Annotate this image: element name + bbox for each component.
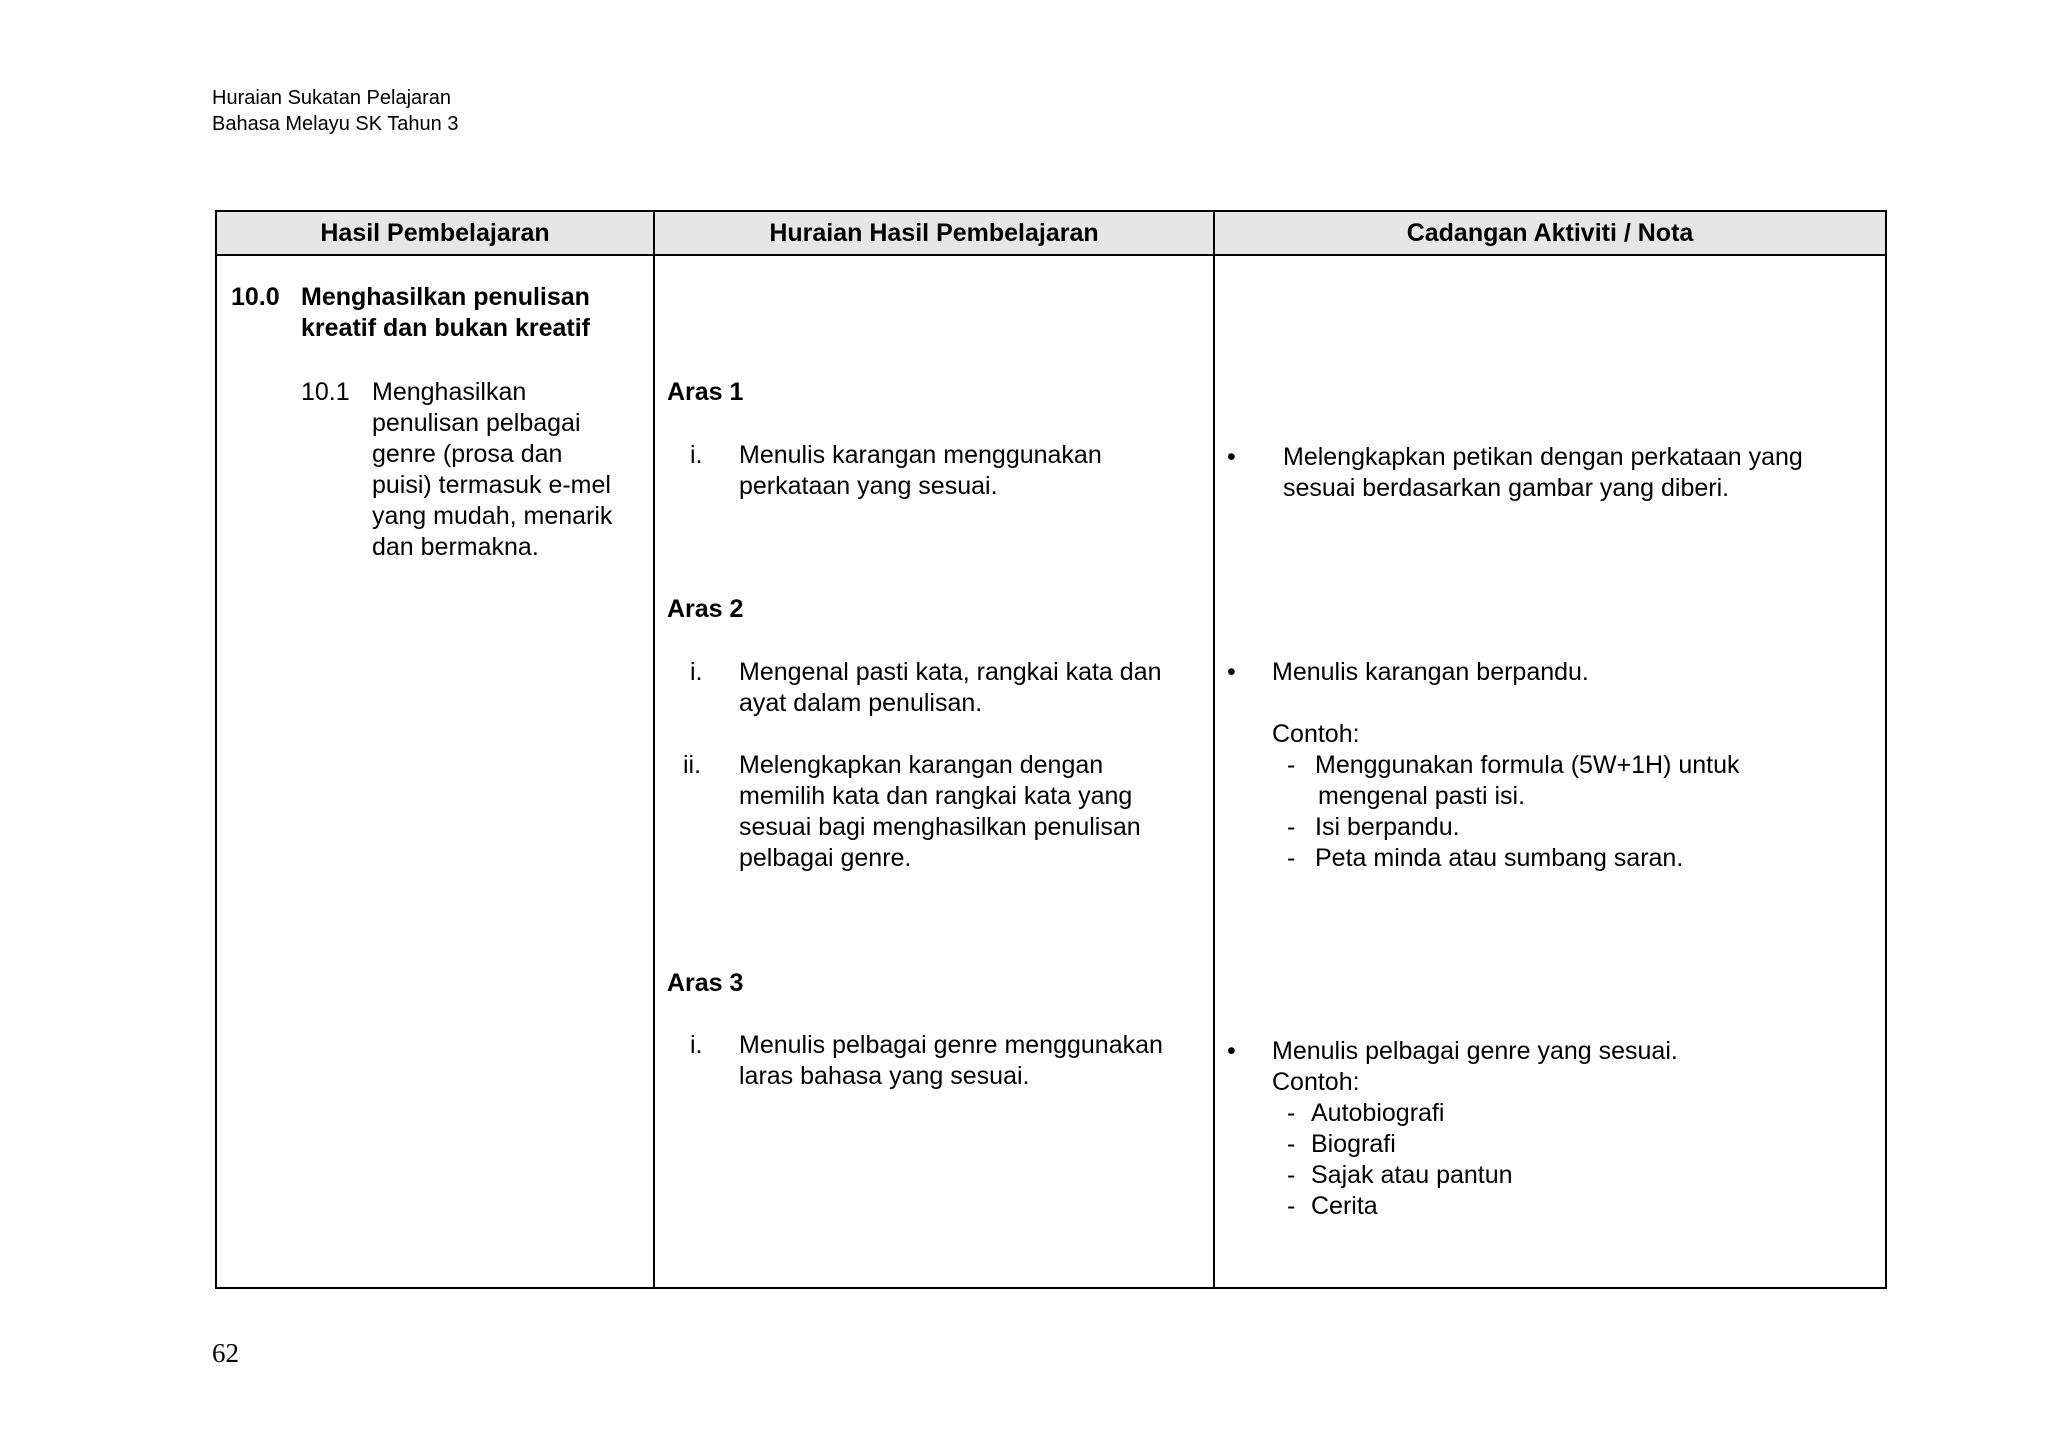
level-2-item-2-line-2: memilih kata dan rangkai kata yang	[739, 782, 1133, 810]
activity-2-example-1-line-1: Menggunakan formula (5W+1H) untuk	[1315, 751, 1740, 779]
activity-3-example-3: Sajak atau pantun	[1311, 1161, 1513, 1189]
sub-outcome-line-2: penulisan pelbagai	[372, 409, 581, 437]
description-cell	[654, 255, 1214, 1288]
column-header-description: Huraian Hasil Pembelajaran	[654, 211, 1214, 255]
level-3-label: Aras 3	[667, 969, 744, 997]
activity-3-text: Menulis pelbagai genre yang sesuai.	[1272, 1037, 1678, 1065]
activity-1-bullet: •	[1227, 443, 1236, 471]
activity-2-example-2-line-1: Isi berpandu.	[1315, 813, 1460, 841]
activity-2-bullet: •	[1227, 658, 1236, 686]
header-line-1: Huraian Sukatan Pelajaran	[212, 87, 452, 109]
sub-outcome-line-1: Menghasilkan	[372, 378, 527, 406]
activity-3-example-4: Cerita	[1311, 1192, 1378, 1220]
level-1-item-1-marker: i.	[690, 441, 703, 469]
sub-outcome-line-6: dan bermakna.	[372, 533, 539, 561]
level-2-label: Aras 2	[667, 595, 744, 623]
activities-cell	[1214, 255, 1886, 1288]
activity-3-example-1-dash: -	[1287, 1099, 1296, 1127]
sub-outcome-line-5: yang mudah, menarik	[372, 502, 613, 530]
syllabus-table	[215, 210, 1887, 1289]
activity-2-example-3-dash: -	[1287, 844, 1296, 872]
activity-3-example-1: Autobiografi	[1311, 1099, 1445, 1127]
activity-3-example-2: Biografi	[1311, 1130, 1396, 1158]
activity-2-example-1-dash: -	[1287, 751, 1296, 779]
outcome-title-line-1: Menghasilkan penulisan	[301, 283, 590, 311]
activity-2-example-3-line-1: Peta minda atau sumbang saran.	[1315, 844, 1684, 872]
document-header	[212, 85, 458, 137]
level-2-item-1-marker: i.	[690, 658, 703, 686]
activity-3-example-3-dash: -	[1287, 1161, 1296, 1189]
page-number: 62	[212, 1338, 239, 1368]
activity-2-text: Menulis karangan berpandu.	[1272, 658, 1589, 686]
column-header-outcome: Hasil Pembelajaran	[216, 211, 654, 255]
level-2-item-2-line-3: sesuai bagi menghasilkan penulisan	[739, 813, 1141, 841]
level-2-item-2-line-1: Melengkapkan karangan dengan	[739, 751, 1104, 779]
level-2-item-2-line-4: pelbagai genre.	[739, 844, 912, 872]
column-header-activities: Cadangan Aktiviti / Nota	[1214, 211, 1886, 255]
table-header-row	[216, 211, 1886, 255]
activity-1-line-1: Melengkapkan petikan dengan perkataan yang	[1283, 443, 1803, 471]
activity-3-bullet: •	[1227, 1037, 1236, 1065]
outcome-number: 10.0	[231, 283, 280, 311]
level-2-item-2-marker: ii.	[683, 751, 702, 779]
level-3-item-1-line-2: laras bahasa yang sesuai.	[739, 1062, 1030, 1090]
activity-3-example-label: Contoh:	[1272, 1068, 1360, 1096]
level-2-item-1-line-1: Mengenal pasti kata, rangkai kata dan	[739, 658, 1162, 686]
level-2-item-1-line-2: ayat dalam penulisan.	[739, 689, 983, 717]
activity-1-line-2: sesuai berdasarkan gambar yang diberi.	[1283, 474, 1730, 502]
outcome-title-line-2: kreatif dan bukan kreatif	[301, 314, 590, 342]
sub-outcome-line-4: puisi) termasuk e-mel	[372, 471, 611, 499]
table-row	[216, 255, 1886, 1288]
activity-3-example-2-dash: -	[1287, 1130, 1296, 1158]
level-1-item-1-line-2: perkataan yang sesuai.	[739, 472, 998, 500]
outcome-cell	[216, 255, 654, 1288]
level-1-item-1-line-1: Menulis karangan menggunakan	[739, 441, 1102, 469]
level-3-item-1-marker: i.	[690, 1031, 703, 1059]
activity-2-example-2-dash: -	[1287, 813, 1296, 841]
level-1-label: Aras 1	[667, 378, 744, 406]
header-line-2: Bahasa Melayu SK Tahun 3	[212, 113, 459, 135]
activity-3-example-4-dash: -	[1287, 1192, 1296, 1220]
sub-outcome-line-3: genre (prosa dan	[372, 440, 563, 468]
sub-outcome-number: 10.1	[301, 378, 350, 406]
activity-2-example-label: Contoh:	[1272, 720, 1360, 748]
activity-2-example-1-line-2: mengenal pasti isi.	[1318, 782, 1526, 810]
level-3-item-1-line-1: Menulis pelbagai genre menggunakan	[739, 1031, 1163, 1059]
